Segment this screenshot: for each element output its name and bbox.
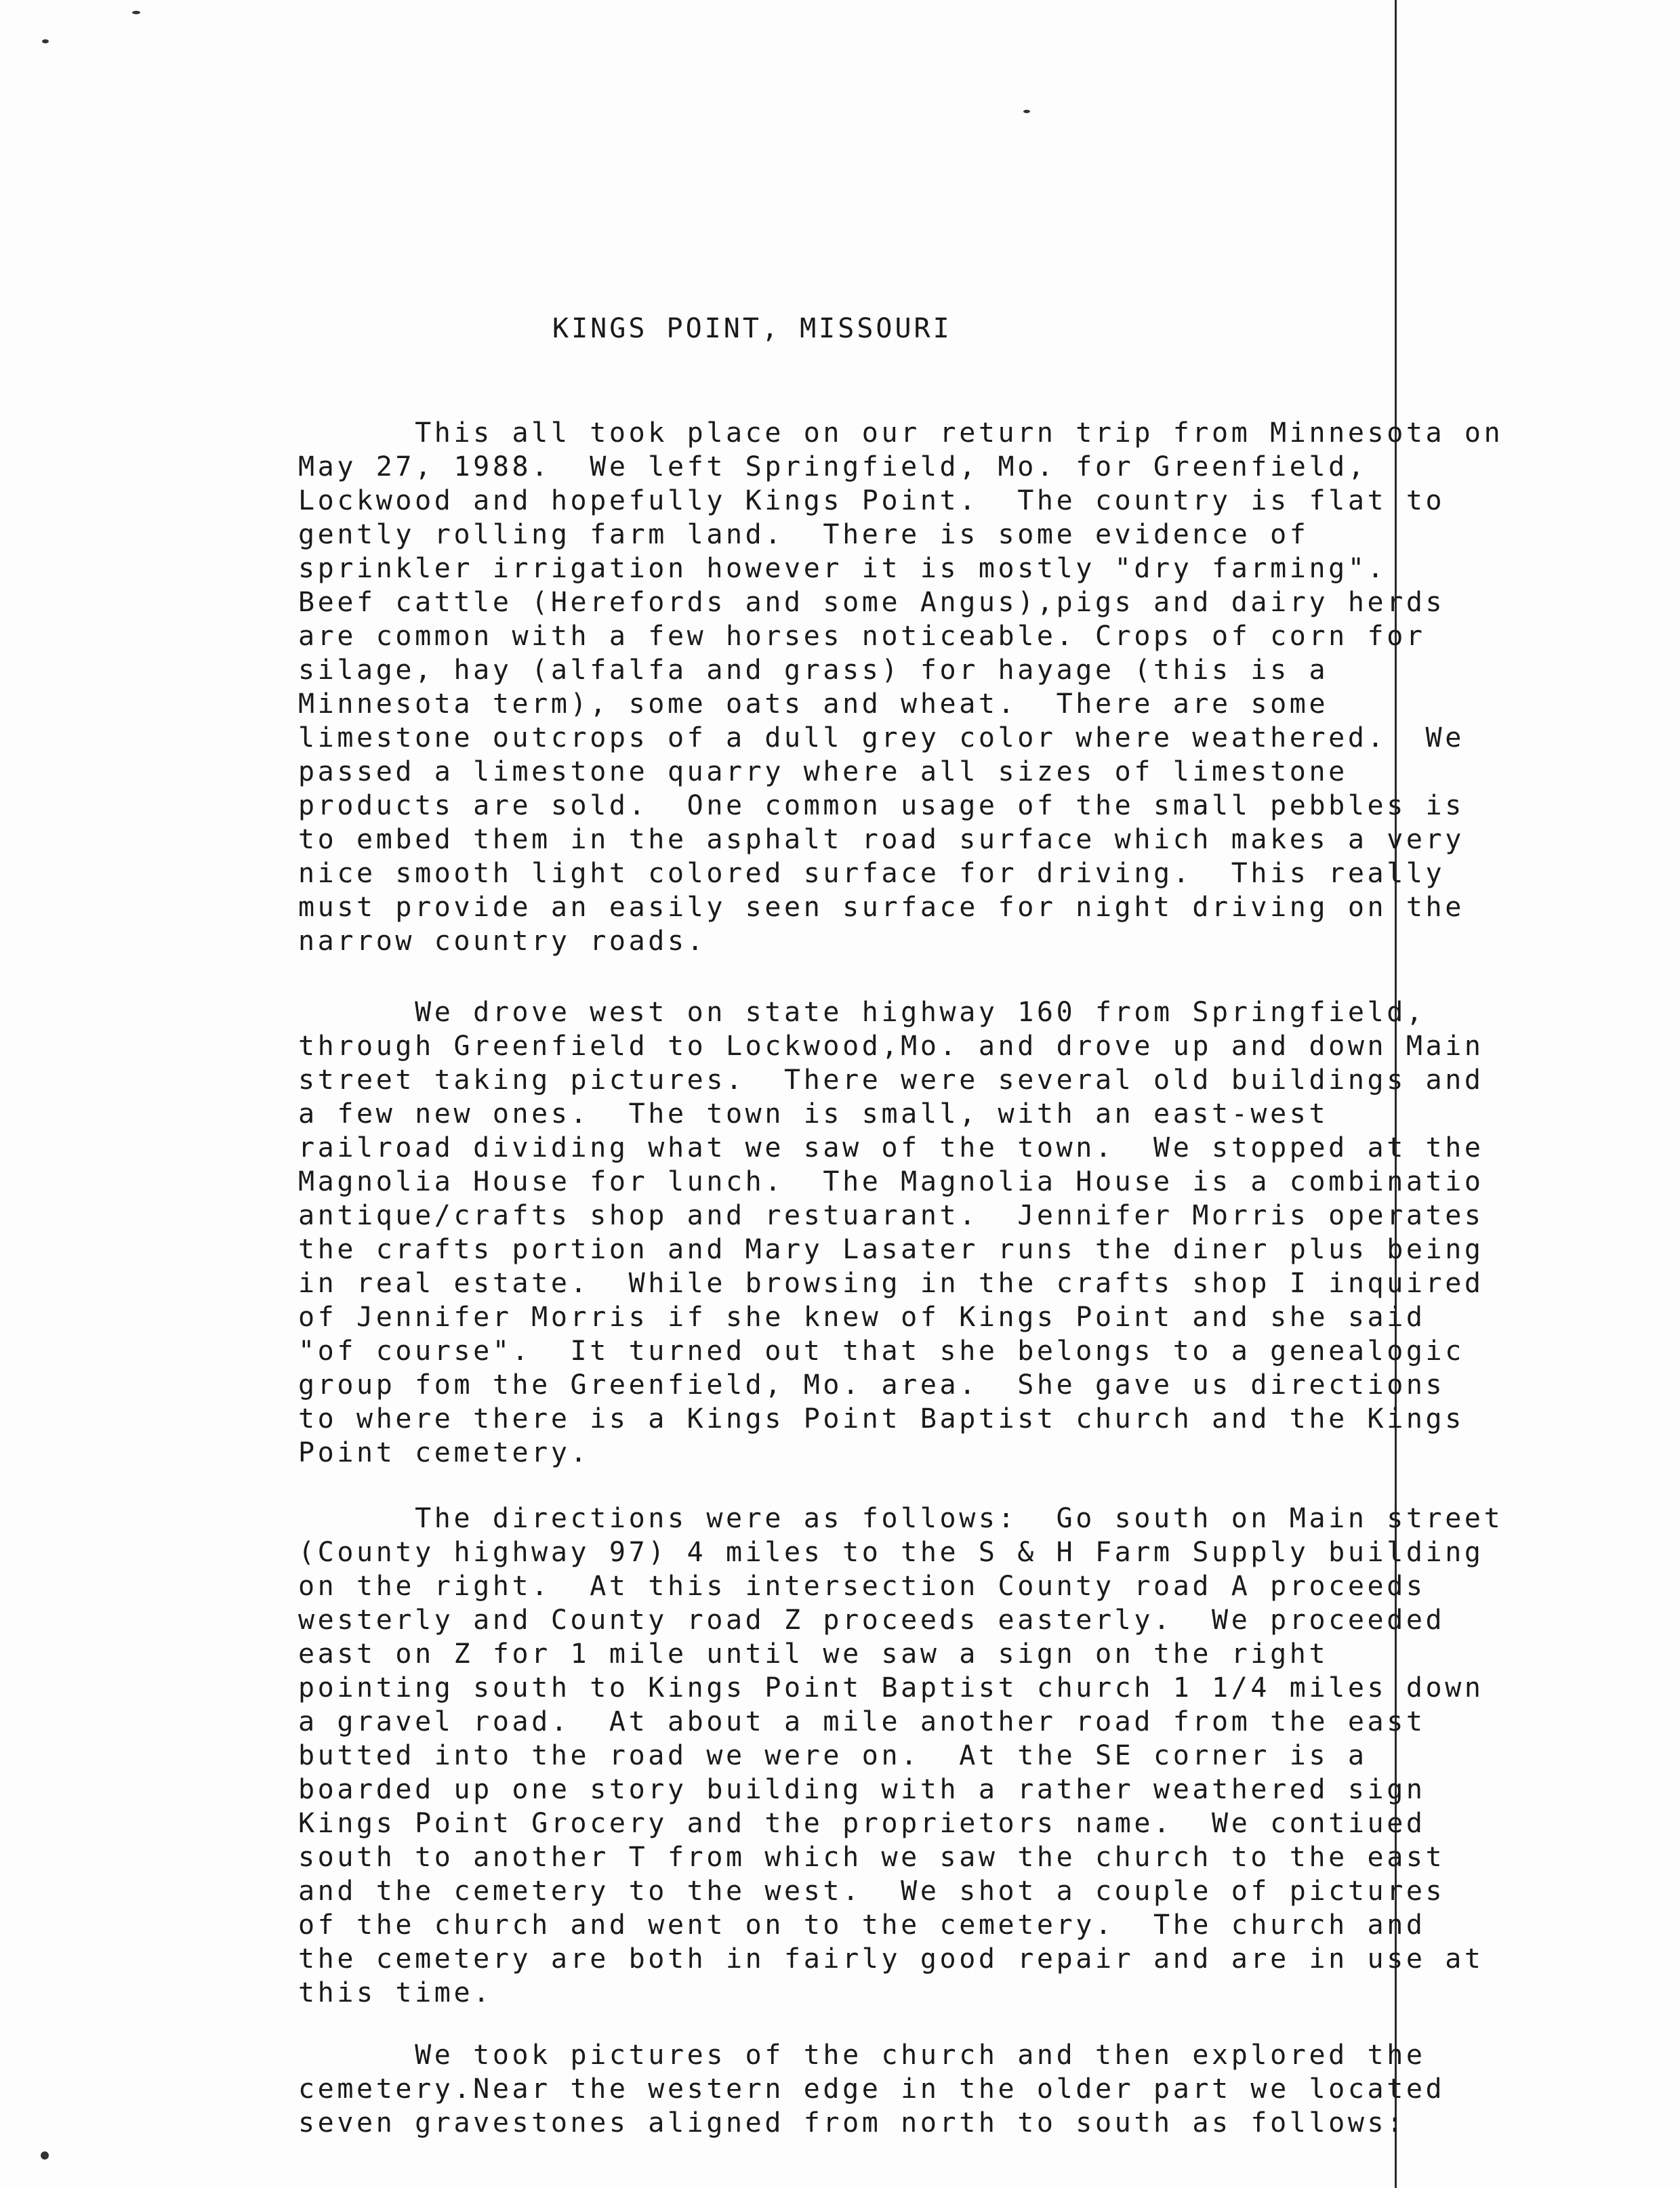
scan-speck [132, 11, 140, 14]
paragraph-1 [298, 416, 1503, 958]
text-line: group fom the Greenfield, Mo. area. She gave us directions [298, 1369, 1446, 1401]
text-line: westerly and County road Z proceeds easterly. We proceeded [298, 1605, 1446, 1636]
text-line: this time. [298, 1977, 493, 2008]
scan-speck [42, 39, 49, 43]
text-line: south to another T from which we saw the church to the east [298, 1842, 1446, 1873]
text-line: must provide an easily seen surface for night driving on the [298, 892, 1464, 923]
text-line: to where there is a Kings Point Baptist church and the Kings [298, 1403, 1464, 1434]
text-line: cemetery.Near the western edge in the older part we located [298, 2073, 1446, 2105]
text-line: butted into the road we were on. At the SE corner is a [298, 1740, 1368, 1771]
text-line: and the cemetery to the west. We shot a couple of pictures [298, 1876, 1446, 1907]
text-line: east on Z for 1 mile until we saw a sign on the right [298, 1638, 1329, 1670]
text-line: the crafts portion and Mary Lasater runs the diner plus being [298, 1234, 1484, 1265]
text-line: products are sold. One common usage of the small pebbles is [298, 790, 1464, 821]
text-line: Kings Point Grocery and the proprietors name. We contiued [298, 1808, 1426, 1839]
text-line: Lockwood and hopefully Kings Point. The country is flat to [298, 485, 1446, 516]
scan-speck [1023, 110, 1030, 113]
text-line: passed a limestone quarry where all sizes of limestone [298, 756, 1348, 787]
text-line: Beef cattle (Herefords and some Angus),pigs and dairy herds [298, 587, 1446, 618]
text-line: The directions were as follows: Go south on Main street [298, 1503, 1504, 1534]
text-line: This all took place on our return trip from Minnesota on [298, 417, 1504, 449]
text-line: silage, hay (alfalfa and grass) for hayage (this is a [298, 655, 1329, 686]
paragraph-2 [298, 995, 1484, 1470]
paragraph-3 [298, 1502, 1503, 2010]
text-line: of Jennifer Morris if she knew of Kings Point and she said [298, 1302, 1426, 1333]
text-line: pointing south to Kings Point Baptist church 1 1/4 miles down [298, 1672, 1484, 1704]
text-line: narrow country roads. [298, 926, 707, 957]
text-line: railroad dividing what we saw of the town. We stopped at the [298, 1132, 1484, 1163]
text-line: limestone outcrops of a dull grey color where weathered. We [298, 722, 1464, 754]
text-line: May 27, 1988. We left Springfield, Mo. for Greenfield, [298, 451, 1368, 482]
text-line: seven gravestones aligned from north to south as follows: [298, 2107, 1406, 2139]
text-line: on the right. At this intersection County road A proceeds [298, 1571, 1426, 1602]
text-line: through Greenfield to Lockwood,Mo. and drove up and down Main [298, 1031, 1484, 1062]
text-line: Magnolia House for lunch. The Magnolia House is a combinatio [298, 1166, 1484, 1197]
text-line: Minnesota term), some oats and wheat. There are some [298, 688, 1329, 720]
text-line: of the church and went on to the cemetery. The church and [298, 1910, 1426, 1941]
text-line: We drove west on state highway 160 from Springfield, [298, 997, 1426, 1028]
text-line: boarded up one story building with a rather weathered sign [298, 1774, 1426, 1805]
text-line: gently rolling farm land. There is some evidence of [298, 519, 1309, 550]
text-line: "of course". It turned out that she belongs to a genealogic [298, 1336, 1464, 1367]
text-line: the cemetery are both in fairly good repair and are in use at [298, 1943, 1484, 1975]
text-line: in real estate. While browsing in the crafts shop I inquired [298, 1268, 1484, 1299]
text-line: Point cemetery. [298, 1437, 590, 1468]
text-line: a gravel road. At about a mile another road from the east [298, 1706, 1426, 1737]
text-line: (County highway 97) 4 miles to the S & H Farm Supply building [298, 1537, 1484, 1568]
text-line: We took pictures of the church and then explored the [298, 2040, 1426, 2071]
text-line: a few new ones. The town is small, with an east-west [298, 1098, 1329, 1130]
document-title: KINGS POINT, MISSOURI [552, 313, 952, 344]
paragraph-4 [298, 2038, 1445, 2140]
text-line: are common with a few horses noticeable. Crops of corn for [298, 621, 1426, 652]
text-line: sprinkler irrigation however it is mostly "dry farming". [298, 553, 1387, 584]
text-line: nice smooth light colored surface for driving. This really [298, 858, 1446, 889]
text-line: street taking pictures. There were several old buildings and [298, 1065, 1484, 1096]
text-line: antique/crafts shop and restuarant. Jennifer Morris operates [298, 1200, 1484, 1231]
text-line: to embed them in the asphalt road surface which makes a very [298, 824, 1464, 855]
scan-speck [41, 2151, 49, 2160]
